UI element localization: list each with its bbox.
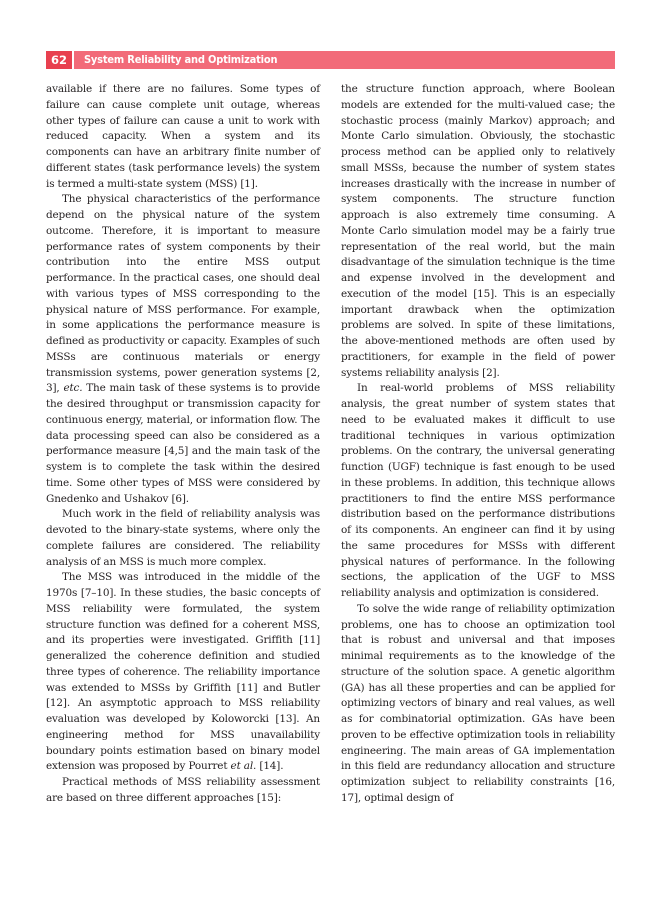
text-run: The main task of these systems is to provide the desired throughput or transmission capacity for continuous energy, material, or information flow. The data processing speed can also be considered as a performance measure [4,5] and the main task of the system is to complete the task within the desired time. Some other types of MSS were considered by Gnedenko and Ushakov [6].: [46, 382, 321, 505]
paragraph: Much work in the field of reliability analysis was devoted to the binary-state systems, where only the complete failures are considered. The reliability analysis of an MSS is much more complex.: [46, 508, 320, 568]
text-run: The MSS was introduced in the middle of the 1970s [7–10]. In these studies, the basic concepts of MSS reliability were formulated, the system structure function was defined for a coherent MSS, and its properties were investigated. Griffith [11] generalized the coherence definition and studied three types of coherence. The reliability importance was extended to MSSs by Griffith [11] and Butler [12]. An asymptotic approach to MSS reliability evaluation was developed by Koloworcki [13]. An engineering method for MSS unavailability boundary points estimation based on binary model extension was proposed by Pourret: [46, 571, 320, 773]
paragraph: available if there are no failures. Some types of failure can cause complete unit outage, whereas other types of failure can cause a unit to work with reduced capacity. When a system and its components can have an arbitrary finite number of different states (task performance levels) the system is termed a multi-state system (MSS) [1].: [46, 83, 320, 190]
paragraph: [46, 570, 320, 775]
right-column: [341, 82, 615, 807]
paragraph: Practical methods of MSS reliability assessment are based on three different approaches [15]:: [46, 776, 320, 804]
paragraph: the structure function approach, where Boolean models are extended for the multi-valued case; the stochastic process (mainly Markov) approach; and Monte Carlo simulation. Obviously, the stochastic process method can be applied only to relatively small MSSs, because the number of system states increases drastically with the increase in number of system components. The structure function approach is also extremely time consuming. A Monte Carlo simulation model may be a fairly true representation of the real world, but the main disadvantage of the simulation technique is the time and expense involved in the development and execution of the model [15]. This is an especially important drawback when the optimization problems are solved. In spite of these limitations, the above-mentioned methods are often used by practitioners, for example in the field of power systems reliability analysis [2].: [341, 83, 615, 379]
running-title: System Reliability and Optimization: [74, 51, 615, 69]
paragraph: In real-world problems of MSS reliability analysis, the great number of system states that need to be evaluated makes it difficult to use traditional techniques in various optimization problems. On the contrary, the universal generating function (UGF) technique is fast enough to be used in these problems. In addition, this technique allows practitioners to find the entire MSS performance distribution based on the performance distributions of its components. An engineer can find it by using the same procedures for MSSs with different physical natures of performance. In the following sections, the application of the UGF to MSS reliability analysis and optimization is considered.: [341, 382, 615, 599]
text-run: The physical characteristics of the performance depend on the physical nature of the system outcome. Therefore, it is important to measure performance rates of system components by their contribution into the entire MSS output performance. In the practical cases, one should deal with various types of MSS corresponding to the physical nature of MSS performance. For example, in some applications the performance measure is defined as productivity or capacity. Examples of such MSSs are continuous materials or energy transmission systems, power generation systems [2, 3],: [46, 193, 320, 395]
text-run: [14].: [259, 760, 284, 773]
italic-text: etc.: [63, 382, 83, 395]
running-header: [46, 51, 615, 69]
page-number: 62: [46, 51, 72, 69]
paragraph: To solve the wide range of reliability optimization problems, one has to choose an optimization tool that is robust and universal and that imposes minimal requirements as to the knowledge of the structure of the solution space. A genetic algorithm (GA) has all these properties and can be applied for optimizing vectors of binary and real values, as well as for combinatorial optimization. GAs have been proven to be effective optimization tools in reliability engineering. The main areas of GA implementation in this field are redundancy allocation and structure optimization subject to reliability constraints [16, 17], optimal design of: [341, 602, 615, 804]
italic-text: et al.: [230, 760, 257, 773]
left-column: [46, 82, 320, 807]
paragraph: [46, 192, 320, 507]
